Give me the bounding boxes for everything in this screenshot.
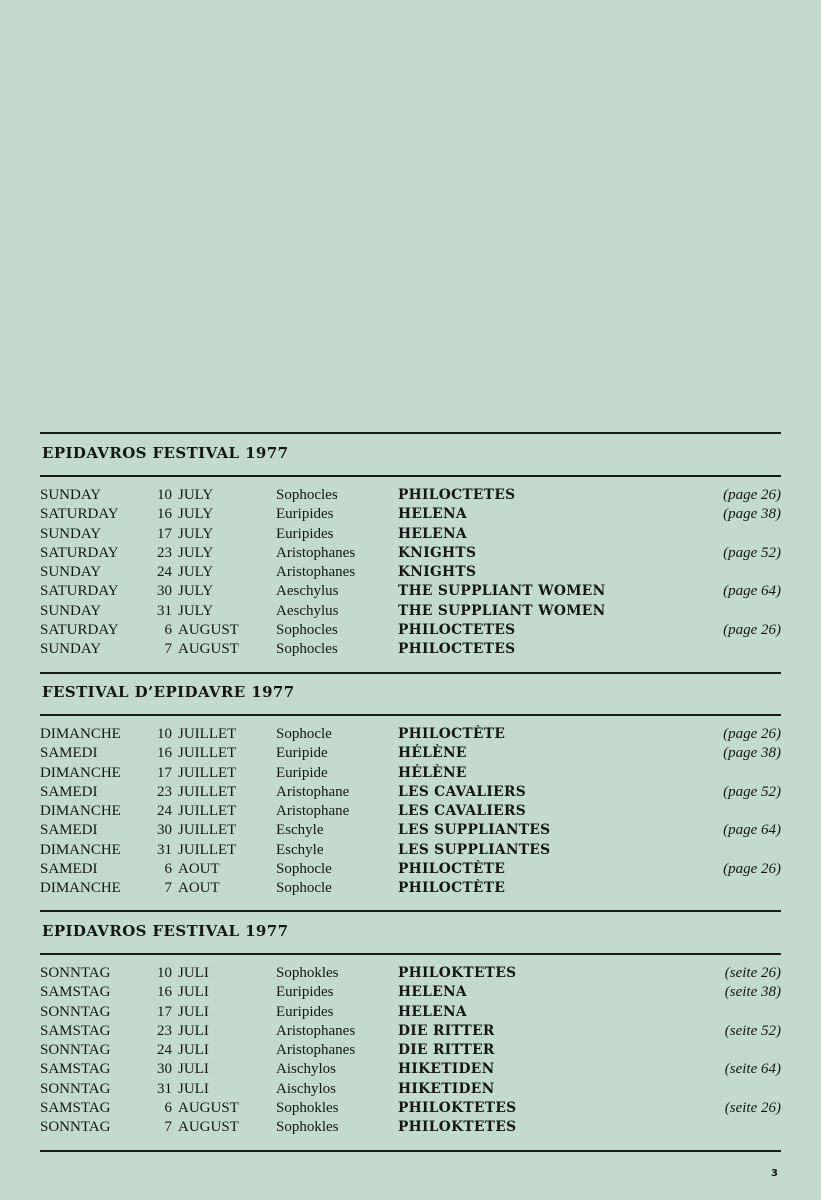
row-date: 6 (164, 860, 172, 877)
row-author: Aristophanes (276, 1022, 356, 1039)
row-page-ref: (page 64) (723, 822, 781, 839)
row-month: JULI (178, 984, 209, 1001)
row-date: 31 (157, 841, 172, 858)
schedule-row (0, 1022, 821, 1041)
row-page-ref: (page 26) (723, 487, 781, 503)
row-month: JULI (178, 1022, 209, 1039)
section-heading-german: EPIDAVROS FESTIVAL 1977 (42, 922, 289, 940)
row-day: SAMSTAG (40, 1022, 111, 1039)
row-day: SONNTAG (40, 1080, 111, 1097)
row-play-title: LES SUPPLIANTES (398, 822, 551, 839)
row-date: 30 (157, 822, 172, 839)
schedule-row (0, 1099, 821, 1118)
row-play-title: HELENA (398, 506, 467, 523)
row-day: SAMEDI (40, 783, 98, 800)
row-date: 24 (157, 564, 172, 580)
row-play-title: HIKETIDEN (398, 1080, 495, 1097)
row-play-title: HELENA (398, 1003, 467, 1020)
row-play-title: LES CAVALIERS (398, 783, 527, 800)
row-month: JUILLET (178, 764, 237, 781)
row-author: Sophokles (276, 1099, 339, 1116)
row-month: JUILLET (178, 841, 237, 858)
row-day: DIMANCHE (40, 880, 121, 896)
row-author: Sophocle (276, 880, 332, 896)
section-top-rule (40, 910, 781, 912)
row-day: SATURDAY (40, 621, 119, 638)
schedule-row (0, 1080, 821, 1099)
row-date: 16 (157, 745, 172, 762)
row-date: 31 (157, 602, 172, 619)
row-date: 10 (157, 965, 172, 981)
row-play-title: LES CAVALIERS (398, 803, 527, 819)
row-day: SATURDAY (40, 544, 119, 561)
row-play-title: THE SUPPLIANT WOMEN (398, 583, 606, 600)
schedule-row (0, 860, 821, 879)
row-month: JULY (178, 525, 214, 542)
row-page-ref: (page 26) (723, 726, 781, 742)
row-day: SAMEDI (40, 745, 98, 762)
row-date: 6 (164, 1099, 172, 1116)
schedule-row (0, 621, 821, 640)
row-month: JULI (178, 965, 209, 981)
row-play-title: PHILOCTETES (398, 621, 516, 638)
row-date: 24 (157, 1042, 172, 1058)
schedule-row (0, 879, 821, 898)
row-author: Eschyle (276, 841, 324, 858)
row-date: 7 (164, 641, 172, 657)
row-page-ref: (seite 26) (724, 1099, 781, 1116)
row-play-title: PHILOCTETES (398, 641, 516, 657)
row-month: JULY (178, 544, 214, 561)
row-month: JULI (178, 1003, 209, 1020)
section-heading-rule (40, 475, 781, 477)
row-month: AUGUST (178, 621, 239, 638)
schedule-row (0, 544, 821, 563)
row-date: 17 (157, 1003, 172, 1020)
schedule-row (0, 964, 821, 983)
row-day: DIMANCHE (40, 841, 121, 858)
schedule-row (0, 1041, 821, 1060)
section-heading-rule (40, 953, 781, 955)
row-date: 7 (164, 1119, 172, 1135)
row-month: JUILLET (178, 726, 237, 742)
row-day: SUNDAY (40, 602, 102, 619)
row-day: SAMEDI (40, 822, 98, 839)
row-play-title: KNIGHTS (398, 564, 477, 580)
row-date: 23 (157, 1022, 172, 1039)
row-date: 16 (157, 506, 172, 523)
row-play-title: PHILOCTÈTE (398, 726, 506, 742)
row-play-title: HÉLÈNE (398, 745, 467, 762)
row-author: Aristophanes (276, 564, 356, 580)
row-month: JUILLET (178, 822, 237, 839)
row-month: JULY (178, 583, 214, 600)
row-page-ref: (page 52) (723, 544, 781, 561)
row-author: Euripides (276, 506, 334, 523)
row-play-title: LES SUPPLIANTES (398, 841, 551, 858)
schedule-row (0, 764, 821, 783)
row-page-ref: (page 26) (723, 860, 781, 877)
row-date: 23 (157, 544, 172, 561)
row-play-title: DIE RITTER (398, 1042, 495, 1058)
row-date: 6 (164, 621, 172, 638)
row-author: Aristophane (276, 803, 350, 819)
row-month: AUGUST (178, 641, 239, 657)
row-month: AUGUST (178, 1119, 239, 1135)
row-day: SAMSTAG (40, 984, 111, 1001)
section-heading-english: EPIDAVROS FESTIVAL 1977 (42, 444, 289, 462)
schedule-row (0, 1118, 821, 1137)
row-date: 17 (157, 764, 172, 781)
section-heading-french: FESTIVAL D’EPIDAVRE 1977 (42, 683, 295, 701)
row-day: DIMANCHE (40, 803, 121, 819)
row-month: AUGUST (178, 1099, 239, 1116)
row-author: Sophocles (276, 487, 338, 503)
row-day: SONNTAG (40, 965, 111, 981)
row-author: Aischylos (276, 1061, 336, 1078)
row-month: AOUT (178, 860, 220, 877)
row-author: Euripide (276, 745, 328, 762)
row-day: SAMSTAG (40, 1099, 111, 1116)
row-play-title: THE SUPPLIANT WOMEN (398, 602, 606, 619)
row-page-ref: (seite 38) (724, 984, 781, 1001)
row-author: Aischylos (276, 1080, 336, 1097)
row-play-title: PHILOKTETES (398, 1099, 517, 1116)
row-page-ref: (page 38) (723, 506, 781, 523)
row-month: JUILLET (178, 783, 237, 800)
schedule-row (0, 563, 821, 582)
section-top-rule (40, 672, 781, 674)
row-author: Aristophanes (276, 544, 356, 561)
schedule-row (0, 983, 821, 1002)
row-date: 10 (157, 487, 172, 503)
row-day: SONNTAG (40, 1042, 111, 1058)
row-play-title: DIE RITTER (398, 1022, 495, 1039)
page-number: 3 (771, 1168, 778, 1179)
row-page-ref: (page 38) (723, 745, 781, 762)
row-month: JULI (178, 1080, 209, 1097)
row-month: JULY (178, 487, 214, 503)
row-author: Sophocles (276, 641, 338, 657)
row-date: 31 (157, 1080, 172, 1097)
row-month: JUILLET (178, 803, 237, 819)
row-month: JULY (178, 506, 214, 523)
row-day: SATURDAY (40, 583, 119, 600)
row-page-ref: (seite 64) (724, 1061, 781, 1078)
row-month: JULY (178, 602, 214, 619)
schedule-row (0, 725, 821, 744)
row-author: Aristophanes (276, 1042, 356, 1058)
schedule-row (0, 505, 821, 524)
section-top-rule (40, 432, 781, 434)
row-author: Aeschylus (276, 602, 339, 619)
row-author: Sophokles (276, 965, 339, 981)
row-play-title: HELENA (398, 984, 467, 1001)
row-date: 16 (157, 984, 172, 1001)
row-month: JULY (178, 564, 214, 580)
schedule-row (0, 582, 821, 601)
row-play-title: PHILOCTÈTE (398, 860, 506, 877)
row-day: SUNDAY (40, 641, 102, 657)
row-month: JULI (178, 1061, 209, 1078)
schedule-row (0, 1060, 821, 1079)
row-author: Aeschylus (276, 583, 339, 600)
row-author: Aristophane (276, 783, 350, 800)
row-date: 7 (164, 880, 172, 896)
row-page-ref: (page 26) (723, 621, 781, 638)
schedule-row (0, 783, 821, 802)
row-day: SUNDAY (40, 487, 102, 503)
row-month: AOUT (178, 880, 220, 896)
row-author: Euripides (276, 1003, 334, 1020)
row-month: JULI (178, 1042, 209, 1058)
row-author: Eschyle (276, 822, 324, 839)
row-page-ref: (seite 26) (724, 965, 781, 981)
schedule-row (0, 744, 821, 763)
row-play-title: PHILOKTETES (398, 965, 517, 981)
row-author: Sophocle (276, 860, 332, 877)
bottom-rule (40, 1150, 781, 1152)
row-play-title: KNIGHTS (398, 544, 477, 561)
row-page-ref: (seite 52) (724, 1022, 781, 1039)
row-play-title: HIKETIDEN (398, 1061, 495, 1078)
schedule-row (0, 841, 821, 860)
row-play-title: PHILOKTETES (398, 1119, 517, 1135)
row-date: 24 (157, 803, 172, 819)
row-author: Euripide (276, 764, 328, 781)
row-day: SAMEDI (40, 860, 98, 877)
row-author: Sophocle (276, 726, 332, 742)
row-day: SONNTAG (40, 1119, 111, 1135)
row-day: DIMANCHE (40, 764, 121, 781)
schedule-row (0, 525, 821, 544)
row-author: Euripides (276, 525, 334, 542)
row-date: 10 (157, 726, 172, 742)
row-page-ref: (page 64) (723, 583, 781, 600)
schedule-row (0, 486, 821, 505)
row-day: SONNTAG (40, 1003, 111, 1020)
schedule-row (0, 602, 821, 621)
row-day: SAMSTAG (40, 1061, 111, 1078)
row-play-title: PHILOCTÈTE (398, 880, 506, 896)
row-date: 30 (157, 1061, 172, 1078)
row-day: SUNDAY (40, 564, 102, 580)
row-date: 23 (157, 783, 172, 800)
row-author: Sophokles (276, 1119, 339, 1135)
row-date: 30 (157, 583, 172, 600)
row-play-title: HÉLÈNE (398, 764, 467, 781)
row-author: Sophocles (276, 621, 338, 638)
row-page-ref: (page 52) (723, 783, 781, 800)
section-heading-rule (40, 714, 781, 716)
row-month: JUILLET (178, 745, 237, 762)
schedule-row (0, 640, 821, 659)
schedule-row (0, 802, 821, 821)
schedule-row (0, 821, 821, 840)
row-date: 17 (157, 525, 172, 542)
row-play-title: PHILOCTETES (398, 487, 516, 503)
row-play-title: HELENA (398, 525, 467, 542)
row-day: DIMANCHE (40, 726, 121, 742)
row-day: SUNDAY (40, 525, 102, 542)
row-author: Euripides (276, 984, 334, 1001)
schedule-row (0, 1003, 821, 1022)
row-day: SATURDAY (40, 506, 119, 523)
